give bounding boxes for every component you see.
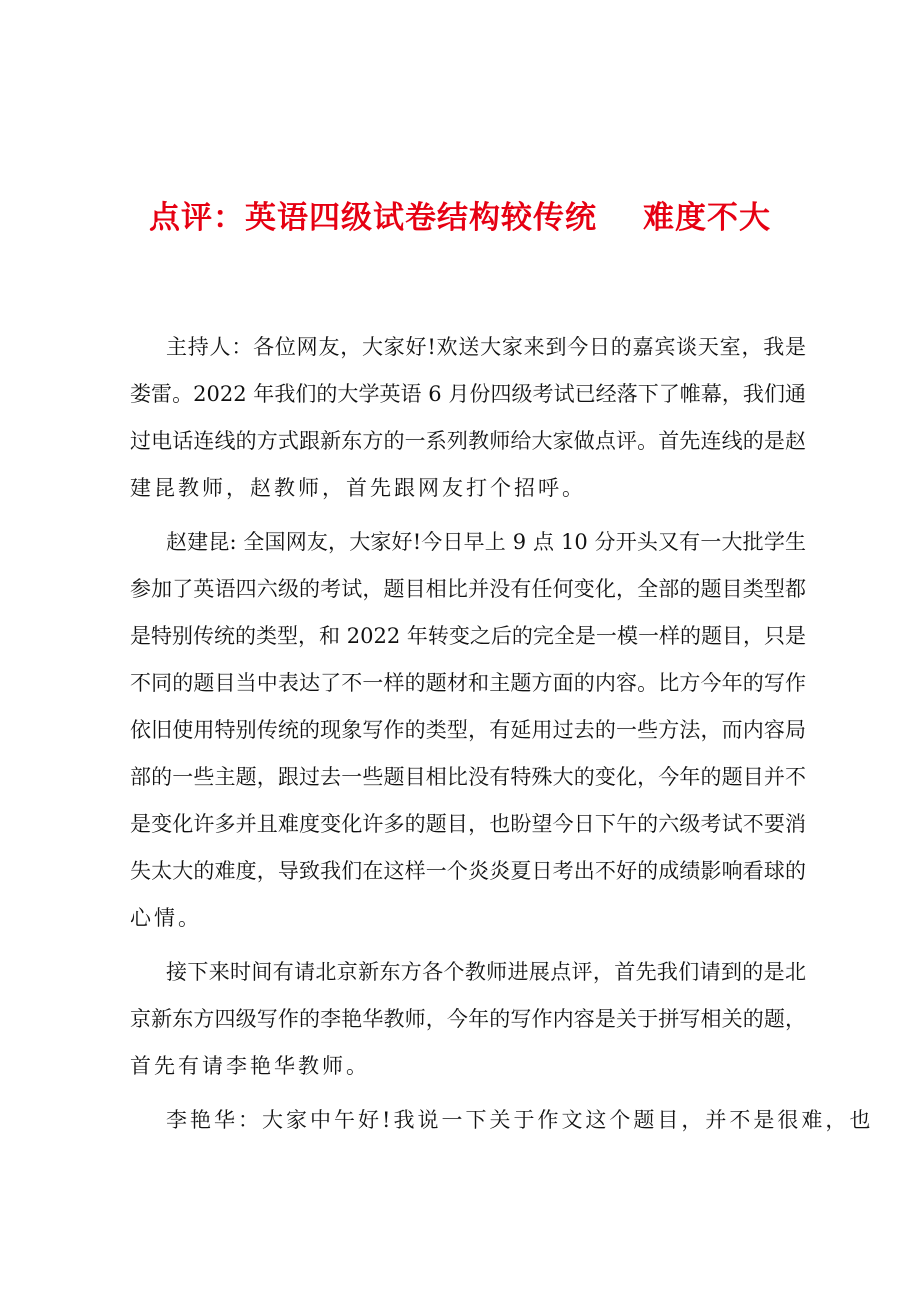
paragraph-line: 主持人：各位网友，大家好!欢送大家来到今日的嘉宾谈天室，我是 (166, 335, 806, 359)
paragraph-line: 京新东方四级写作的李艳华教师，今年的写作内容是关于拼写相关的题， (130, 1007, 806, 1031)
paragraph-line: 失太大的难度，导致我们在这样一个炎炎夏日考出不好的成绩影响看球的 (130, 859, 806, 883)
paragraph-line: 建昆教师，赵教师，首先跟网友打个招呼。 (130, 476, 586, 500)
paragraph (130, 329, 806, 517)
paragraph-line: 李艳华：大家中午好!我说一下关于作文这个题目，并不是很难，也 (166, 1108, 874, 1132)
document-body (130, 329, 874, 1156)
paragraph-line: 不同的题目当中表达了不一样的题材和主题方面的内容。比方今年的写作 (130, 671, 806, 695)
title-part-1: 点评：英语四级试卷结构较传统 (149, 200, 597, 236)
paragraph-line: 赵建昆: 全国网友，大家好!今日早上 9 点 10 分开头又有一大批学生 (166, 530, 806, 554)
paragraph-line: 依旧使用特别传统的现象写作的类型，有延用过去的一些方法，而内容局 (130, 718, 806, 742)
paragraph (130, 1102, 874, 1149)
paragraph-line: 接下来时间有请北京新东方各个教师进展点评，首先我们请到的是北 (166, 960, 806, 984)
paragraph-line: 心情。 (130, 906, 202, 930)
paragraph-line: 首先有请李艳华教师。 (130, 1054, 370, 1078)
paragraph-line: 娄雷。2022 年我们的大学英语 6 月份四级考试已经落下了帷幕，我们通 (130, 382, 806, 406)
paragraph-line: 部的一些主题，跟过去一些题目相比没有特殊大的变化，今年的题目并不 (130, 765, 806, 789)
paragraph-line: 是特别传统的类型，和 2022 年转变之后的完全是一模一样的题目，只是 (130, 624, 806, 648)
paragraph-line: 是变化许多并且难度变化许多的题目，也盼望今日下午的六级考试不要消 (130, 812, 806, 836)
title-part-2: 难度不大 (643, 200, 771, 236)
paragraph (130, 524, 806, 947)
document-title (0, 192, 920, 237)
paragraph (130, 954, 806, 1095)
paragraph-line: 参加了英语四六级的考试，题目相比并没有任何变化，全部的题目类型都 (130, 577, 806, 601)
paragraph-line: 过电话连线的方式跟新东方的一系列教师给大家做点评。首先连线的是赵 (130, 429, 806, 453)
